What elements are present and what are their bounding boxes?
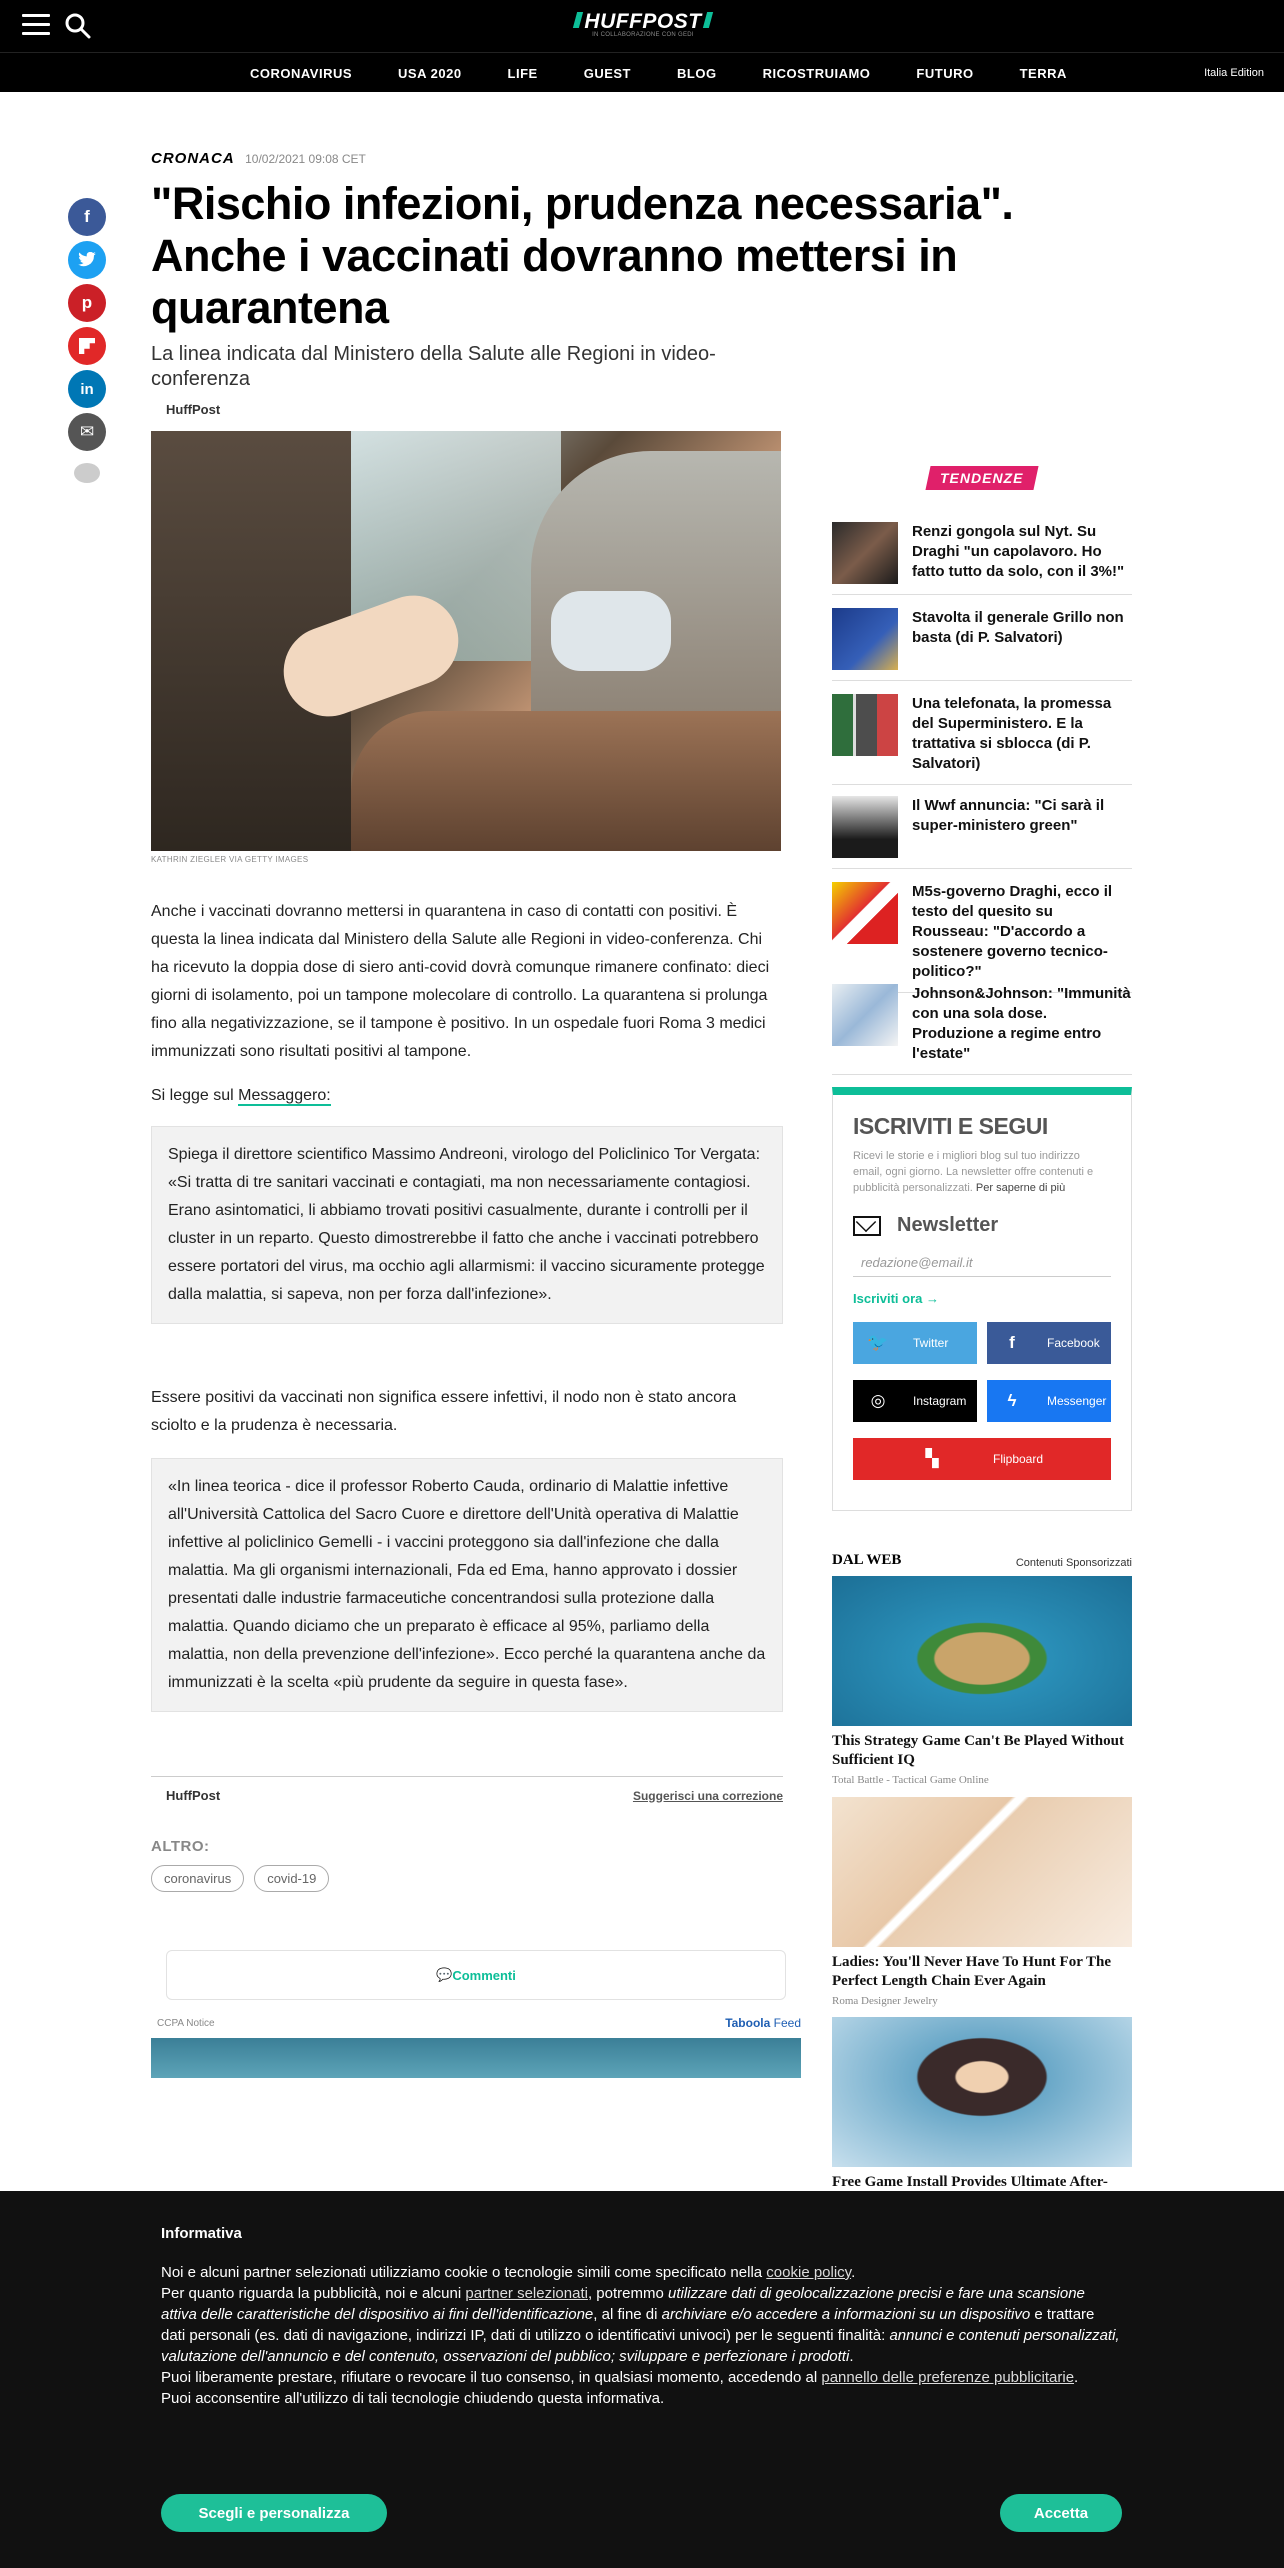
follow-buttons: [853, 1322, 1111, 1480]
edition-selector[interactable]: Italia Edition: [1204, 67, 1264, 79]
nav-terra[interactable]: TERRA: [1019, 65, 1067, 81]
trend-thumbnail: [832, 608, 898, 670]
linkedin-share-icon[interactable]: in: [68, 370, 106, 408]
more-info-link[interactable]: Per saperne di più: [975, 1182, 1066, 1194]
email-share-icon[interactable]: ✉: [68, 413, 106, 451]
vaccination-photo: [151, 431, 781, 851]
top-bar: [0, 0, 1284, 52]
ad-image: [832, 1797, 1132, 1947]
trend-thumbnail: [832, 984, 898, 1046]
suggest-correction-link[interactable]: Suggerisci una correzione: [632, 1788, 783, 1803]
blockquote: «In linea teorica - dice il professor Roberto Cauda, ordinario di Malattie infettive all'Università Cattolica del Sacro Cuore e direttore dell'Unità operativa di Malattie infettive al policlinico Gemelli - i vaccini proteggono sia dall'infezione che dalla malattia. Ma gli organismi internazionali, Fda ed Ema, hanno approvato i dossier presentati dalle industrie farmaceutiche concentrandosi sulla protezione dalla malattia. Quando diciamo che un preparato è efficace al 95%, parliamo della malattia, non della prevenzione dell'infezione». Ecco perché la quarantena anche da immunizzati è la scelta «più prudente da seguire in questa fase».: [151, 1458, 783, 1712]
follow-flipboard-button[interactable]: ▚ Flipboard: [853, 1438, 1111, 1480]
cookie-text: Noi e alcuni partner selezionati utilizziamo cookie o tecnologie simili come specificato nella cookie policy. Per quanto riguarda la pubblicità, noi e alcuni partner selezionati, potremmo utilizzare dati di geolocalizzazione precisi e fare una scansione attiva delle caratteristiche del dispositivo ai fini dell'identificazione, al fine di archiviare e/o accedere a informazioni su un dispositivo e trattare dati personali (es. dati di navigazione, indirizzi IP, dati di utilizzo o identificativi univoci) per le seguenti finalità: annunci e contenuti personalizzati, valutazione dell'annuncio e del contenuto, osservazioni del pubblico; sviluppare e perfezionare i prodotti. Puoi liberamente prestare, rifiutare o revocare il tuo consenso, in qualsiasi momento, accedendo al pannello delle preferenze pubblicitarie. Puoi acconsentire all'utilizzo di tali tecnologie chiudendo questa informativa.: [161, 2264, 1120, 2407]
article-meta: [151, 150, 783, 168]
messenger-icon: ϟ: [1007, 1391, 1017, 1410]
blockquote: Spiega il direttore scientifico Massimo Andreoni, virologo del Policlinico Tor Vergata: «Si tratta di tre sanitari vaccinati e contagiati, ma non necessariamente contagiosi. Erano asintomatici, li abbiamo trovati positivi casualmente, durante i controlli per il cluster in un reparto. Questo dimostrerebbe il fatto che anche i vaccinati potrebbero essere portatori del virus, ma occhio agli allarmismi: il vaccino sicuramente protegge dalla malattia, si sapeva, non per forza dall'infezione».: [151, 1126, 783, 1324]
nav-life[interactable]: LIFE: [507, 65, 538, 81]
nav-blog[interactable]: BLOG: [677, 65, 717, 81]
ad-image: [832, 1576, 1132, 1726]
paragraph: Anche i vaccinati dovranno mettersi in quarantena in caso di contatti con positivi. È questa la linea indicata dal Ministero della Salute alle Regioni in video-conferenza. Chi ha ricevuto la doppia dose di siero anti-covid dovrà comunque rimanere confinato: dieci giorni di isolamento, poi un tampone molecolare di controllo. La quarantena si prolunga fino alla negativizzazione, se il tampone è positivo. In un ospedale fuori Roma 3 medici immunizzati sono risultati positivi al tampone.: [151, 903, 770, 1060]
tag-coronavirus[interactable]: coronavirus: [151, 1865, 244, 1892]
choose-customize-button[interactable]: Scegli e personalizza: [161, 2494, 387, 2532]
altro-label: ALTRO:: [151, 1838, 210, 1855]
article-body: [151, 898, 783, 1712]
menu-icon[interactable]: [22, 14, 50, 36]
follow-messenger-button[interactable]: ϟ Messenger: [987, 1380, 1111, 1422]
photo-credit: KATHRIN ZIEGLER VIA GETTY IMAGES: [151, 855, 309, 864]
cookie-banner: [0, 2191, 1284, 2568]
tendenze-label: TENDENZE: [925, 466, 1038, 490]
sponsored-ad[interactable]: Free Game Install Provides Ultimate After-: [832, 2017, 1132, 2192]
partner-link[interactable]: partner selezionati: [465, 2285, 588, 2302]
trend-thumbnail: [832, 694, 898, 756]
article-title: "Rischio infezioni, prudenza necessaria". Anche i vaccinati dovranno mettersi in quarantena: [151, 178, 1014, 333]
huffpost-logo[interactable]: HUFFPOST IN COLLABORAZIONE CON GEDI: [568, 10, 718, 44]
follow-twitter-button[interactable]: 🐦 Twitter: [853, 1322, 977, 1364]
nav-futuro[interactable]: FUTURO: [916, 65, 974, 81]
preferences-panel-link[interactable]: pannello delle preferenze pubblicitarie: [821, 2369, 1075, 2386]
trend-item[interactable]: Una telefonata, la promessa del Superministero. E la trattativa si sblocca (di P. Salvatori): [832, 694, 1132, 785]
twitter-icon: 🐦: [867, 1333, 889, 1352]
paragraph: Si legge sul Messaggero:: [151, 1087, 331, 1104]
tag-covid-19[interactable]: covid-19: [254, 1865, 329, 1892]
trend-thumbnail: [832, 796, 898, 858]
share-bar: [68, 198, 106, 483]
follow-facebook-button[interactable]: f Facebook: [987, 1322, 1111, 1364]
messaggero-link[interactable]: Messaggero:: [238, 1087, 331, 1104]
trend-thumbnail: [832, 522, 898, 584]
newsletter-description: Ricevi le storie e i migliori blog sul tuo indirizzo email, ogni giorno. La newsletter offre contenuti e pubblicità personalizzati. Per saperne di più: [853, 1150, 1094, 1194]
comments-button[interactable]: 💬 Commenti: [166, 1950, 786, 2000]
instagram-icon: ◎: [870, 1391, 886, 1410]
comment-icon[interactable]: [74, 463, 100, 483]
dal-web-title: DAL WEB: [832, 1552, 902, 1568]
sponsored-label[interactable]: Contenuti Sponsorizzati: [1015, 1557, 1132, 1569]
follow-instagram-button[interactable]: ◎ Instagram: [853, 1380, 977, 1422]
nav-coronavirus[interactable]: CORONAVIRUS: [250, 65, 353, 81]
main-nav: [0, 52, 1284, 92]
taboola-feed-logo[interactable]: Taboola Feed: [725, 2016, 801, 2030]
trend-item[interactable]: M5s-governo Draghi, ecco il testo del quesito su Rousseau: "D'accordo a sostenere governo tecnico-politico?": [832, 882, 1132, 993]
nav-guest[interactable]: GUEST: [583, 65, 632, 81]
sponsored-ad[interactable]: This Strategy Game Can't Be Played Without Sufficient IQ Total Battle - Tactical Game Online: [832, 1576, 1132, 1786]
nav-ricostruiamo[interactable]: RICOSTRUIAMO: [762, 65, 871, 81]
cookie-policy-link[interactable]: cookie policy: [766, 2264, 852, 2281]
flipboard-share-icon[interactable]: [68, 327, 106, 365]
email-input[interactable]: redazione@email.it: [853, 1251, 1111, 1277]
comment-bubble-icon: 💬: [436, 1967, 453, 1982]
article-date: 10/02/2021 09:08 CET: [245, 152, 366, 166]
trend-thumbnail: [832, 882, 898, 944]
facebook-icon: f: [1009, 1333, 1015, 1352]
paragraph: Essere positivi da vaccinati non significa essere infettivi, il nodo non è stato ancora sciolto e la prudenza è necessaria.: [151, 1389, 737, 1434]
twitter-share-icon[interactable]: [68, 241, 106, 279]
article-footer: [151, 1776, 783, 1806]
newsletter-heading: Newsletter: [853, 1214, 1111, 1237]
facebook-share-icon[interactable]: f: [68, 198, 106, 236]
ccpa-notice-link[interactable]: CCPA Notice: [157, 2017, 215, 2029]
newsletter-box: [832, 1087, 1132, 1511]
flipboard-icon: ▚: [925, 1449, 939, 1468]
subscribe-link[interactable]: Iscriviti ora →: [853, 1291, 939, 1306]
trend-item[interactable]: Johnson&Johnson: "Immunità con una sola dose. Produzione a regime entro l'estate": [832, 984, 1132, 1075]
tag-list: [151, 1865, 783, 1892]
taboola-header: [151, 2016, 801, 2030]
feed-teaser-image[interactable]: [151, 2038, 801, 2078]
accept-button[interactable]: Accetta: [1000, 2494, 1122, 2532]
search-icon[interactable]: [64, 12, 92, 40]
article-category[interactable]: CRONACA: [151, 150, 235, 167]
ad-image: [832, 2017, 1132, 2167]
article-subtitle: La linea indicata dal Ministero della Salute alle Regioni in video-conferenza: [151, 343, 716, 390]
pinterest-share-icon[interactable]: p: [68, 284, 106, 322]
trend-item[interactable]: Renzi gongola sul Nyt. Su Draghi "un capolavoro. Ho fatto tutto da solo, con il 3%!": [832, 522, 1132, 595]
cookie-title: Informativa: [161, 2225, 242, 2242]
sponsored-ad[interactable]: Ladies: You'll Never Have To Hunt For The Perfect Length Chain Ever Again Roma Designer Jewelry: [832, 1797, 1132, 2007]
newsletter-title: ISCRIVITI E SEGUI: [853, 1113, 1048, 1139]
nav-usa-2020[interactable]: USA 2020: [398, 65, 462, 81]
footer-byline: HuffPost: [166, 1788, 221, 1803]
dal-web-header: [832, 1552, 1132, 1569]
trend-item[interactable]: Stavolta il generale Grillo non basta (di P. Salvatori): [832, 608, 1132, 681]
article-byline: HuffPost: [166, 402, 221, 417]
trend-item[interactable]: Il Wwf annuncia: "Ci sarà il super-ministero green": [832, 796, 1132, 869]
envelope-icon: [853, 1216, 881, 1236]
